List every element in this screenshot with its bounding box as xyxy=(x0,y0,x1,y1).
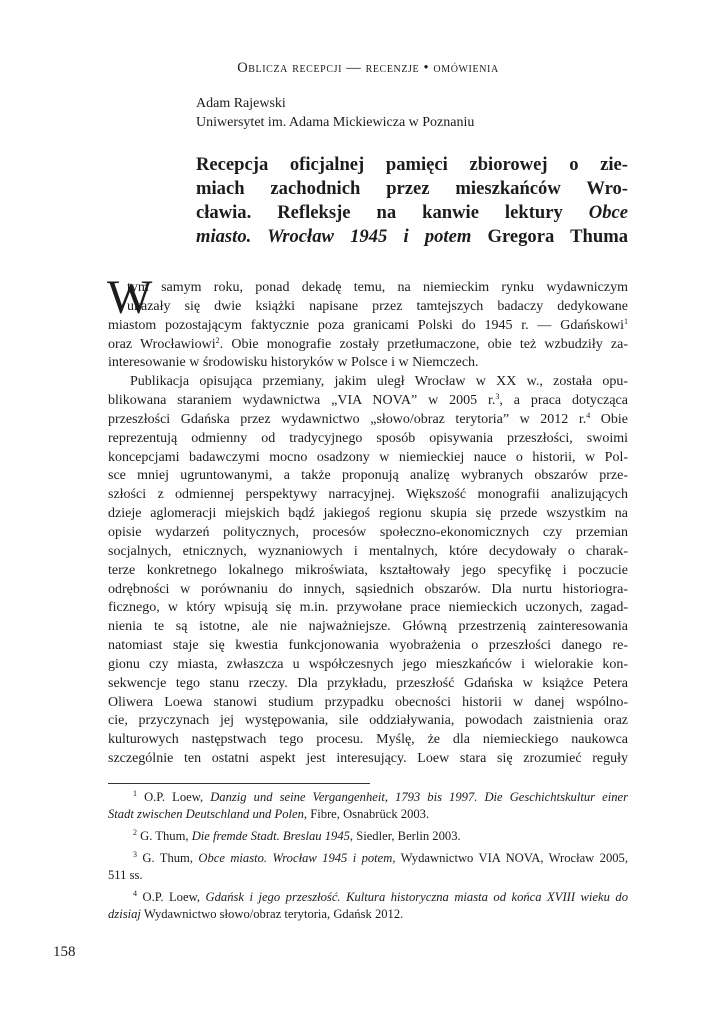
title-book-italic: miasto. Wrocław 1945 i potem xyxy=(196,226,472,247)
footnote-italic: Stadt zwischen Deutschland und Polen xyxy=(108,807,304,821)
footnote-number: 3 xyxy=(133,850,137,859)
text-line: socjalnych, etnicznych, wyznaniowych i mentalnych, które decydowały o charak- xyxy=(108,543,628,559)
drop-cap: W xyxy=(107,271,153,324)
title-book-italic: Obce xyxy=(588,202,628,223)
text-line: koncepcjami badawczymi mocno osadzony w niemieckiej nauce o historii, w Pol- xyxy=(108,449,628,465)
text-span: blikowana staraniem wydawnictwa „VIA NOVA” w 2005 r. xyxy=(108,393,496,409)
text-line: tym samym roku, ponad dekadę temu, na niemieckim rynku wydawniczym xyxy=(127,280,628,295)
footnote-italic: Obce miasto. Wrocław 1945 i potem xyxy=(198,851,393,865)
text-line: kulturowych następstwach tego procesu. Myślę, że dla niemieckiego naukowca xyxy=(108,732,628,748)
text-line: nienia te są istotne, ale nie najważniejsze. Główną przestrzenią zainteresowania xyxy=(108,619,628,635)
title-line: miach zachodnich przez mieszkańców Wro- xyxy=(196,178,628,199)
footnote-text: , Siedler, Berlin 2003. xyxy=(349,829,461,843)
footnote-text: , Fibre, Osnabrück 2003. xyxy=(303,807,430,821)
footnote-3 xyxy=(108,850,628,884)
text-span: , a praca dotycząca xyxy=(499,393,628,409)
footnote-italic: dzisiaj xyxy=(108,907,141,921)
footnote-divider xyxy=(108,783,370,784)
text-line: odrębności w porównaniu do innych, sąsiednich obszarów. Dla nurtu historiogra- xyxy=(108,581,628,597)
page-number: 158 xyxy=(53,944,76,960)
footnote-italic: Danzig und seine Vergangenheit, 1793 bis 1997. Die Geschichtskultur einer xyxy=(210,790,628,804)
footnote-text: G. Thum, xyxy=(137,829,192,843)
text-span: miastom pozostającym faktycznie poza granicami Polski do 1945 r. — Gdańskowi xyxy=(108,317,624,333)
text-line: szczególnie ten ostatni aspekt jest interesujący. Loew stara się zrozumieć reguły xyxy=(108,751,628,767)
footnote-ref[interactable]: 3 xyxy=(495,392,500,402)
author-block xyxy=(196,94,474,132)
footnote-number: 2 xyxy=(133,828,137,837)
text-line: ukazały się dwie książki napisane przez tamtejszych badaczy dedykowane xyxy=(127,298,628,314)
footnote-line xyxy=(108,906,628,923)
author-affiliation: Uniwersytet im. Adama Mickiewicza w Poznaniu xyxy=(196,115,475,130)
footnote-line xyxy=(108,889,628,906)
footnote-ref[interactable]: 4 xyxy=(586,410,591,420)
footnote-line: 511 ss. xyxy=(108,868,143,882)
title-line xyxy=(196,225,628,249)
text-span: oraz Wrocławiowi xyxy=(108,336,216,352)
footnote-line xyxy=(108,789,628,806)
footnote-ref[interactable]: 2 xyxy=(215,335,220,345)
text-line: reprezentują odmienny od tradycyjnego sposób opisywania przeszłości, swoimi xyxy=(108,430,628,446)
text-line: dzieje aglomeracji miejskich bądź jakiegoś regionu skupia się przede wszystkim na xyxy=(108,506,628,522)
footnote-text: G. Thum, xyxy=(137,851,199,865)
footnote-italic: Gdańsk i jego przeszłość. Kultura historyczna miasta od końca XVIII wieku do xyxy=(205,890,628,904)
footnote-line xyxy=(108,828,628,845)
title-text: cławia. Refleksje na kanwie lektury xyxy=(196,202,589,223)
footnote-4 xyxy=(108,889,628,923)
text-line: sekwencje tego stanu rzeczy. Dla przykładu, przeszłość Gdańska w książce Petera xyxy=(108,675,628,691)
footnote-line xyxy=(108,850,628,867)
text-line: Publikacja opisująca przemiany, jakim uległ Wrocław w XX w., została opu- xyxy=(130,374,628,390)
footnote-number: 4 xyxy=(133,889,137,898)
text-line xyxy=(108,392,628,411)
text-line xyxy=(108,317,628,336)
text-line: szłości z odmiennej perspektywy narracyjnej. Większość monografii analizujących xyxy=(108,487,628,503)
text-line: ficznego, w który wpisują się m.in. przywołane prace niemieckich uczonych, zagad- xyxy=(108,600,628,616)
text-span: przeszłości Gdańska przez wydawnictwo „słowo/obraz terytoria” w 2012 r. xyxy=(108,411,587,427)
text-line: sce mniej ugruntowanymi, a także proponują analizę wybranych obszarów prze- xyxy=(108,468,628,484)
text-line: interesowanie w środowisku historyków w Polsce i w Niemczech. xyxy=(108,355,479,371)
text-span: . Obie monografie zostały przetłumaczone, obie też wzbudziły za- xyxy=(219,336,628,352)
footnotes xyxy=(108,789,628,928)
text-line: Oliwera Loewa stanowi studium przypadku obecności historii w danej wspólno- xyxy=(108,694,628,710)
footnote-1 xyxy=(108,789,628,823)
text-line: cie, przyczynach jej występowania, sile oddziaływania, powodach zaistnienia oraz xyxy=(108,713,628,729)
text-line: natomiast staje się kwestia funkcjonowania wyobrażenia o przeszłości danego re- xyxy=(108,638,628,654)
footnote-2 xyxy=(108,828,628,845)
article-title xyxy=(196,153,628,249)
title-line xyxy=(196,201,628,225)
text-line xyxy=(108,336,628,355)
footnote-text: O.P. Loew, xyxy=(137,890,206,904)
title-text: Gregora Thuma xyxy=(471,226,628,247)
text-line: terze konkretnego lokalnego mikroświata, kształtowały jego specyfikę i poczucie xyxy=(108,562,628,578)
footnote-text: , Wydawnictwo VIA NOVA, Wrocław 2005, xyxy=(392,851,628,865)
footnote-ref[interactable]: 1 xyxy=(624,316,628,326)
text-span: Obie xyxy=(590,411,628,427)
text-line xyxy=(108,411,628,430)
text-line: gionu czy miasta, zwłaszcza u współczesnych jego mieszkańców i wielorakie kon- xyxy=(108,656,628,672)
footnote-number: 1 xyxy=(133,789,137,798)
body-text xyxy=(107,271,628,769)
text-line: opisie wydarzeń politycznych, procesów społeczno-ekonomicznych czy przemian xyxy=(108,524,628,540)
author-name: Adam Rajewski xyxy=(196,96,286,111)
footnote-italic: Die fremde Stadt. Breslau 1945 xyxy=(191,829,350,843)
footnote-text: O.P. Loew, xyxy=(137,790,211,804)
title-line: Recepcja oficjalnej pamięci zbiorowej o zie- xyxy=(196,154,628,175)
footnote-line xyxy=(108,806,628,823)
footnote-text: Wydawnictwo słowo/obraz terytoria, Gdańsk 2012. xyxy=(140,907,404,921)
section-header: Oblicza recepcji — recenzje • omówienia xyxy=(237,60,499,76)
